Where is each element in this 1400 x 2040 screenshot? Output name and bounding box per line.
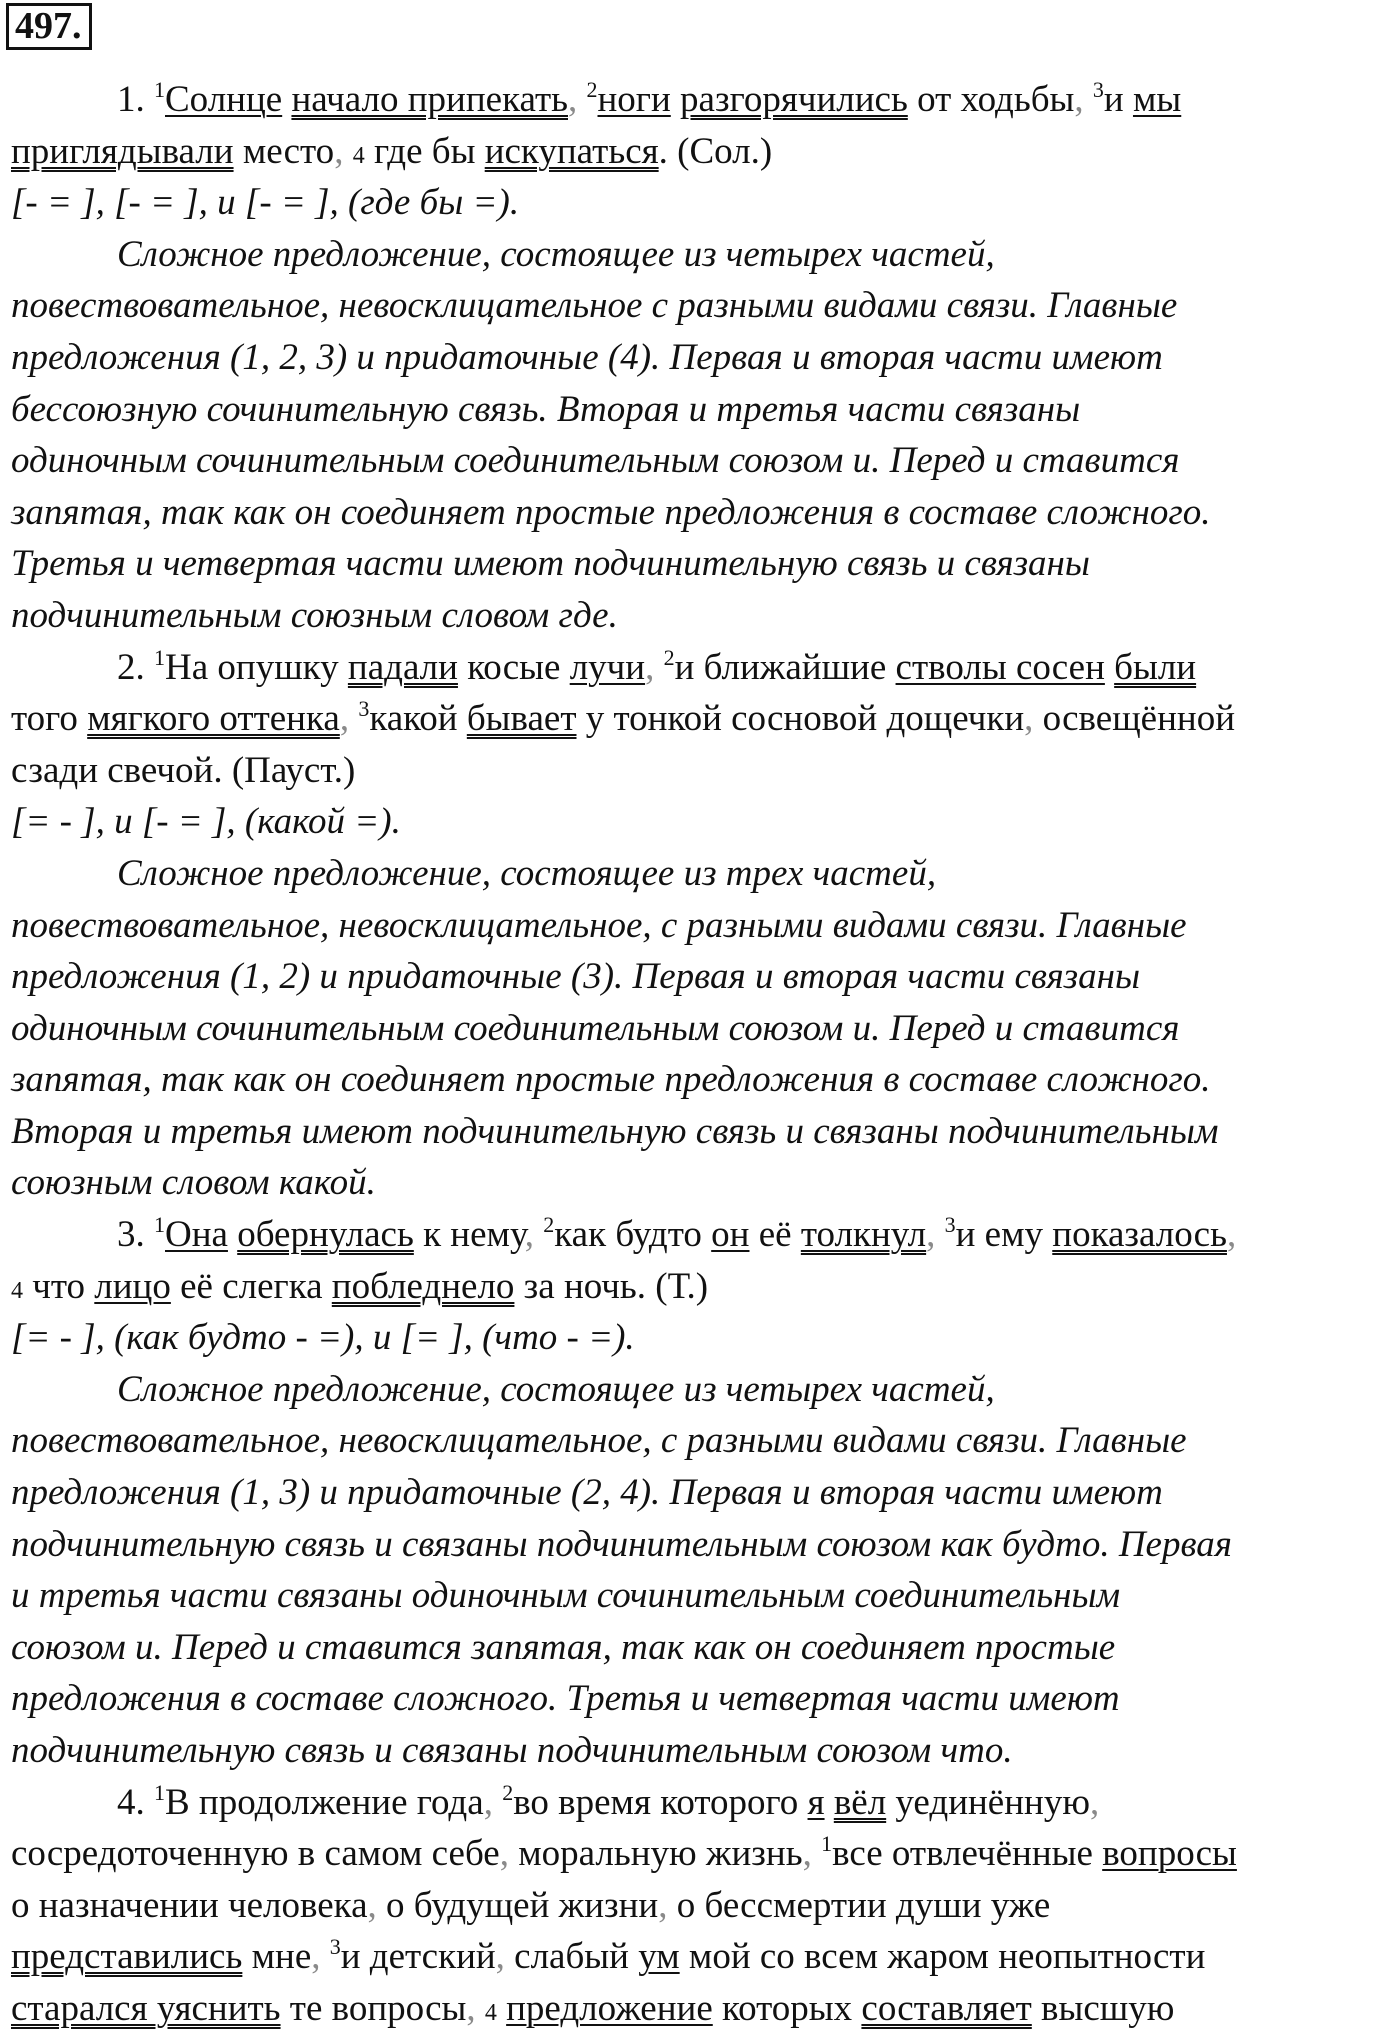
- text-fragment: во время которого: [513, 1781, 808, 1823]
- text-fragment: предложения (1, 2, 3) и придаточные (4). Первая и вторая части имеют: [11, 336, 1163, 378]
- comma-mark: ,: [802, 1833, 812, 1875]
- text-fragment: 4.: [117, 1781, 154, 1823]
- analysis-line: [11, 1157, 1396, 1209]
- subject-underlined: Солнце: [165, 79, 283, 120]
- text-fragment: которых: [712, 1987, 862, 2029]
- text-fragment: 1.: [117, 79, 154, 120]
- predicate-underlined: представились: [11, 1936, 243, 1978]
- text-fragment: освещённой: [1033, 698, 1236, 740]
- analysis-line: [11, 384, 1396, 436]
- text-fragment: слабый: [504, 1936, 639, 1978]
- comma-mark: ,: [339, 698, 350, 740]
- text-fragment: [343, 131, 352, 172]
- subject-underlined: предложение: [506, 1987, 713, 2029]
- subject-underlined: мы: [1132, 79, 1182, 120]
- text-fragment: [825, 1782, 834, 1823]
- part-number: 4: [352, 142, 365, 169]
- comma-mark: ,: [1024, 698, 1034, 740]
- analysis-line: [11, 796, 1396, 848]
- predicate-underlined: бывает: [466, 698, 577, 740]
- text-fragment: к нему: [413, 1214, 525, 1256]
- text-fragment: [654, 647, 663, 688]
- predicate-underlined: составляет: [861, 1987, 1032, 2029]
- analysis-line: [11, 332, 1396, 384]
- text-fragment: все отвлечённые: [832, 1833, 1103, 1875]
- text-fragment: [1105, 647, 1114, 688]
- subject-underlined: Она: [165, 1214, 228, 1256]
- text-fragment: уединённую: [886, 1781, 1090, 1823]
- text-fragment: какой: [369, 698, 467, 740]
- text-fragment: место: [233, 130, 335, 172]
- predicate-underlined: толкнул: [800, 1214, 927, 1256]
- sentence-line: [11, 1261, 1396, 1313]
- analysis-line: [11, 1415, 1396, 1467]
- text-fragment: о будущей жизни: [376, 1884, 659, 1926]
- subject-underlined: стволы сосен: [895, 646, 1105, 688]
- text-fragment: [935, 1214, 944, 1255]
- predicate-underlined: разгорячились: [680, 79, 908, 120]
- comma-mark: ,: [495, 1936, 505, 1978]
- text-fragment: и ему: [955, 1214, 1053, 1256]
- text-fragment: [493, 1782, 502, 1823]
- text-fragment: [1084, 79, 1093, 120]
- text-fragment: предложения (1, 3) и придаточные (2, 4). Первая и вторая части имеют: [11, 1472, 1163, 1514]
- analysis-line: [11, 1467, 1396, 1519]
- predicate-underlined: были: [1114, 646, 1197, 688]
- comma-mark: ,: [568, 79, 578, 120]
- comma-mark: ,: [466, 1987, 476, 2029]
- analysis-line: [11, 1054, 1396, 1106]
- part-number: 1: [821, 1831, 833, 1857]
- subject-underlined: ноги: [597, 79, 671, 120]
- text-fragment: [671, 79, 680, 120]
- sentence-line: [11, 1209, 1396, 1261]
- text-fragment: её слегка: [170, 1265, 332, 1307]
- analysis-line: [11, 1003, 1396, 1055]
- text-fragment: предложения (1, 2) и придаточные (3). Первая и вторая части связаны: [11, 956, 1141, 998]
- text-fragment: от ходьбы: [907, 79, 1075, 120]
- text-fragment: мой со всем жаром неопытности: [679, 1936, 1206, 1978]
- analysis-line: [11, 1622, 1396, 1674]
- text-fragment: и третья части связаны одиночным сочинительным соединительным: [11, 1575, 1121, 1617]
- analysis-line: [11, 177, 1396, 229]
- comma-mark: ,: [524, 1214, 534, 1256]
- text-fragment: В продолжение года: [165, 1781, 484, 1823]
- text-fragment: подчинительную связь и связаны подчинительным союзом что.: [11, 1730, 1013, 1771]
- analysis-line: [11, 900, 1396, 952]
- analysis-line: [11, 538, 1396, 590]
- text-fragment: союзом и. Перед и ставится запятая, так как он соединяет простые: [11, 1626, 1116, 1668]
- text-fragment: о бессмертии души уже: [667, 1884, 1051, 1926]
- text-fragment: косые: [457, 646, 570, 688]
- text-fragment: . (Сол.): [658, 130, 773, 172]
- part-number: 1: [154, 1212, 165, 1238]
- text-fragment: Третья и четвертая части имеют подчинительную связь и связаны: [11, 543, 1090, 585]
- analysis-line: [11, 848, 1396, 900]
- subject-underlined: я: [807, 1781, 825, 1823]
- text-fragment: повествовательное, невосклицательное, с разными видами связи. Главные: [11, 1420, 1187, 1462]
- predicate-underlined: падали: [347, 646, 458, 688]
- text-fragment: повествовательное, невосклицательное с разными видами связи. Главные: [11, 285, 1178, 327]
- text-fragment: и ближайшие: [674, 646, 896, 688]
- exercise-number: 497.: [6, 3, 92, 50]
- text-fragment: что: [23, 1265, 95, 1307]
- subject-underlined: лучи: [569, 646, 646, 688]
- predicate-underlined: побледнело: [331, 1265, 515, 1307]
- text-fragment: как будто: [554, 1214, 712, 1256]
- sentence-line: [11, 1880, 1396, 1932]
- text-fragment: моральную жизнь: [508, 1833, 803, 1875]
- analysis-line: [11, 590, 1396, 642]
- comma-mark: ,: [334, 130, 344, 172]
- text-fragment: того: [11, 698, 88, 740]
- text-fragment: сзади свечой. (Пауст.): [11, 749, 356, 791]
- text-fragment: [349, 698, 358, 739]
- text-fragment: повествовательное, невосклицательное, с разными видами связи. Главные: [11, 904, 1187, 946]
- text-fragment: бессоюзную сочинительную связь. Вторая и третья части связаны: [11, 388, 1081, 430]
- sentence-block: [11, 1209, 1396, 1777]
- text-fragment: запятая, так как он соединяет простые предложения в составе сложного.: [11, 1059, 1211, 1101]
- text-fragment: Сложное предложение, состоящее из четырех частей,: [117, 1368, 995, 1410]
- sentence-line: [11, 1983, 1396, 2035]
- part-number: 2: [663, 644, 675, 670]
- text-fragment: предложения в составе сложного. Третья и четвертая части имеют: [11, 1678, 1120, 1720]
- text-fragment: 2.: [117, 646, 154, 688]
- exercise-text: [11, 74, 1396, 2035]
- analysis-line: [11, 951, 1396, 1003]
- part-number: 4: [484, 1999, 497, 2026]
- comma-mark: ,: [311, 1936, 321, 1978]
- text-fragment: высшую: [1031, 1987, 1175, 2029]
- sentence-block: [11, 642, 1396, 1210]
- sentence-line: [11, 126, 1396, 178]
- part-number: 2: [543, 1212, 555, 1238]
- part-number: 3: [944, 1212, 956, 1238]
- comma-mark: ,: [926, 1214, 936, 1256]
- part-number: 3: [329, 1934, 341, 1960]
- text-fragment: Вторая и третья имеют подчинительную связь и связаны подчинительным: [11, 1110, 1219, 1152]
- analysis-line: [11, 435, 1396, 487]
- comma-mark: ,: [483, 1781, 493, 1823]
- analysis-line: [11, 280, 1396, 332]
- part-number: 2: [586, 77, 598, 102]
- text-fragment: подчинительную связь и связаны подчинительным союзом как будто. Первая: [11, 1523, 1232, 1565]
- text-fragment: [= - ], (как будто - =), и [= ], (что - =).: [11, 1317, 635, 1359]
- part-number: 4: [11, 1277, 23, 1304]
- sentence-line: [11, 693, 1396, 745]
- text-fragment: о назначении человека: [11, 1884, 368, 1926]
- analysis-line: [11, 1673, 1396, 1725]
- text-fragment: Сложное предложение, состоящее из трех частей,: [117, 852, 937, 894]
- sentence-block: [11, 74, 1396, 642]
- analysis-line: [11, 487, 1396, 539]
- part-number: 1: [154, 1779, 165, 1805]
- text-fragment: мне: [242, 1936, 312, 1978]
- comma-mark: ,: [658, 1884, 668, 1926]
- part-number: 3: [1092, 77, 1104, 102]
- sentence-line: [11, 642, 1396, 694]
- text-fragment: [228, 1214, 237, 1255]
- part-number: 3: [358, 696, 370, 722]
- text-fragment: сосредоточенную в самом себе: [11, 1833, 500, 1875]
- text-fragment: На опушку: [165, 646, 348, 688]
- text-fragment: [577, 79, 586, 120]
- sentence-block: [11, 1777, 1396, 2035]
- text-fragment: [476, 1988, 485, 2029]
- comma-mark: ,: [1226, 1214, 1237, 1256]
- text-fragment: [812, 1833, 821, 1874]
- text-fragment: [497, 1988, 506, 2029]
- text-fragment: [- = ], [- = ], и [- = ], (где бы =).: [11, 182, 520, 224]
- text-fragment: [= - ], и [- = ], (какой =).: [11, 801, 401, 843]
- predicate-underlined: вёл: [833, 1781, 887, 1823]
- sentence-line: [11, 74, 1396, 126]
- predicate-underlined: приглядывали: [11, 130, 234, 172]
- part-number: 1: [154, 77, 165, 102]
- sentence-line: [11, 1828, 1396, 1880]
- text-fragment: где бы: [364, 130, 485, 172]
- subject-underlined: он: [711, 1214, 750, 1256]
- text-fragment: те вопросы: [280, 1987, 467, 2029]
- predicate-underlined: обернулась: [237, 1214, 414, 1256]
- analysis-line: [11, 229, 1396, 281]
- part-number: 2: [502, 1779, 514, 1805]
- text-fragment: [534, 1214, 543, 1255]
- text-fragment: Сложное предложение, состоящее из четырех частей,: [117, 233, 995, 275]
- predicate-underlined: показалось: [1052, 1214, 1227, 1256]
- predicate-underlined: искупаться: [484, 130, 659, 172]
- text-fragment: запятая, так как он соединяет простые предложения в составе сложного.: [11, 491, 1211, 533]
- text-fragment: одиночным сочинительным соединительным союзом и. Перед и ставится: [11, 440, 1180, 482]
- text-fragment: у тонкой сосновой дощечки: [576, 698, 1025, 740]
- comma-mark: ,: [499, 1833, 509, 1875]
- analysis-line: [11, 1570, 1396, 1622]
- text-fragment: и детский: [340, 1936, 496, 1978]
- comma-mark: ,: [1074, 79, 1084, 120]
- predicate-underlined: мягкого оттенка: [87, 698, 340, 740]
- sentence-line: [11, 745, 1396, 797]
- analysis-line: [11, 1312, 1396, 1364]
- subject-underlined: лицо: [94, 1265, 171, 1307]
- subject-underlined: вопросы: [1102, 1833, 1237, 1875]
- subject-underlined: ум: [638, 1936, 680, 1978]
- predicate-underlined: начало припекать: [291, 79, 568, 120]
- analysis-line: [11, 1725, 1396, 1777]
- text-fragment: одиночным сочинительным соединительным союзом и. Перед и ставится: [11, 1007, 1180, 1049]
- text-fragment: союзным словом какой.: [11, 1162, 376, 1204]
- sentence-line: [11, 1931, 1396, 1983]
- analysis-line: [11, 1106, 1396, 1158]
- comma-mark: ,: [1089, 1781, 1100, 1823]
- text-fragment: [321, 1936, 330, 1977]
- text-fragment: 3.: [117, 1214, 154, 1256]
- text-fragment: за ночь. (Т.): [514, 1265, 709, 1307]
- analysis-line: [11, 1364, 1396, 1416]
- text-fragment: и: [1103, 79, 1133, 120]
- analysis-line: [11, 1519, 1396, 1571]
- text-fragment: её: [749, 1214, 801, 1256]
- sentence-line: [11, 1777, 1396, 1829]
- comma-mark: ,: [367, 1884, 377, 1926]
- predicate-underlined: старался уяснить: [11, 1987, 281, 2029]
- text-fragment: подчинительным союзным словом где.: [11, 594, 618, 636]
- comma-mark: ,: [645, 646, 655, 688]
- part-number: 1: [154, 644, 165, 670]
